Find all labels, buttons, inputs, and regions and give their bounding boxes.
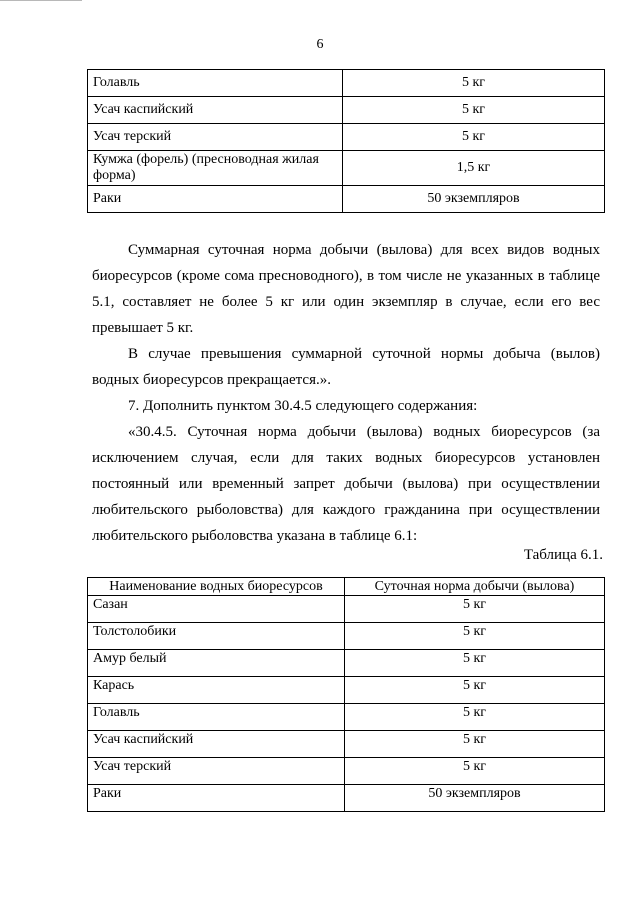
species-name-cell: Голавль: [88, 70, 343, 97]
daily-norm-cell: 5 кг: [345, 623, 605, 650]
body-paragraph: [92, 341, 600, 393]
species-name-cell: Карась: [88, 677, 345, 704]
table-row: [88, 623, 605, 650]
table-row: [88, 124, 605, 151]
table-row: [88, 758, 605, 785]
body-paragraph: [92, 393, 600, 419]
species-name-cell: Раки: [88, 785, 345, 812]
column-header-daily-norm: Суточная норма добычи (вылова): [345, 578, 605, 596]
species-name-cell: Раки: [88, 186, 343, 213]
table-row: [88, 596, 605, 623]
species-name-cell: Усач терский: [88, 124, 343, 151]
table-header-row: [88, 578, 605, 596]
table-caption: Таблица 6.1.: [523, 547, 603, 563]
column-header-species: Наименование водных биоресурсов: [88, 578, 345, 596]
daily-norm-cell: 5 кг: [343, 70, 605, 97]
paragraph-exceed-norm: В случае превышения суммарной суточной нормы добыча (вылов) водных биоресурсов прекращается.».: [92, 346, 600, 388]
daily-norm-cell: 5 кг: [345, 731, 605, 758]
species-name-cell: Толстолобики: [88, 623, 345, 650]
table-row: [88, 731, 605, 758]
species-name-cell: Амур белый: [88, 650, 345, 677]
species-name-cell: Кумжа (форель) (пресноводная жилая форма): [88, 151, 343, 186]
body-paragraph: [92, 419, 600, 549]
paragraph-clause-30-4-5: «30.4.5. Суточная норма добычи (вылова) водных биоресурсов (за исключением случая, если для таких водных биоресурсов установлен постоянный или временный запрет добычи (вылова) при осуществлении любительского рыболовства) для каждого гражданина при осуществлении любительского рыболовства указана в таблице 6.1:: [92, 424, 600, 544]
daily-norm-cell: 5 кг: [345, 677, 605, 704]
species-name-cell: Сазан: [88, 596, 345, 623]
daily-norm-cell: 5 кг: [343, 124, 605, 151]
quota-table-continuation: [87, 69, 605, 213]
table-row: [88, 704, 605, 731]
daily-norm-cell: 50 экземпляров: [343, 186, 605, 213]
paragraph-total-daily-norm: Суммарная суточная норма добычи (вылова) для всех видов водных биоресурсов (кроме сома пресноводного), в том числе не указанных в таблице 5.1, составляет не более 5 кг или один экземпляр в случае, если его вес превышает 5 кг.: [92, 242, 600, 336]
scan-edge-mark: [0, 0, 82, 1]
daily-norm-cell: 5 кг: [345, 596, 605, 623]
daily-norm-cell: 5 кг: [343, 97, 605, 124]
paragraph-amendment-item: 7. Дополнить пунктом 30.4.5 следующего содержания:: [128, 398, 478, 414]
daily-norm-cell: 50 экземпляров: [345, 785, 605, 812]
table-row: [88, 151, 605, 186]
table-row: [88, 677, 605, 704]
table-row: [88, 70, 605, 97]
quota-table-6-1: [87, 577, 605, 812]
daily-norm-cell: 5 кг: [345, 650, 605, 677]
table-row: [88, 97, 605, 124]
body-paragraph: [92, 237, 600, 341]
table-row: [88, 650, 605, 677]
page-number: 6: [316, 37, 324, 52]
daily-norm-cell: 1,5 кг: [343, 151, 605, 186]
species-name-cell: Усач терский: [88, 758, 345, 785]
daily-norm-cell: 5 кг: [345, 758, 605, 785]
table-row: [88, 785, 605, 812]
daily-norm-cell: 5 кг: [345, 704, 605, 731]
species-name-cell: Голавль: [88, 704, 345, 731]
table-row: [88, 186, 605, 213]
species-name-cell: Усач каспийский: [88, 731, 345, 758]
species-name-cell: Усач каспийский: [88, 97, 343, 124]
